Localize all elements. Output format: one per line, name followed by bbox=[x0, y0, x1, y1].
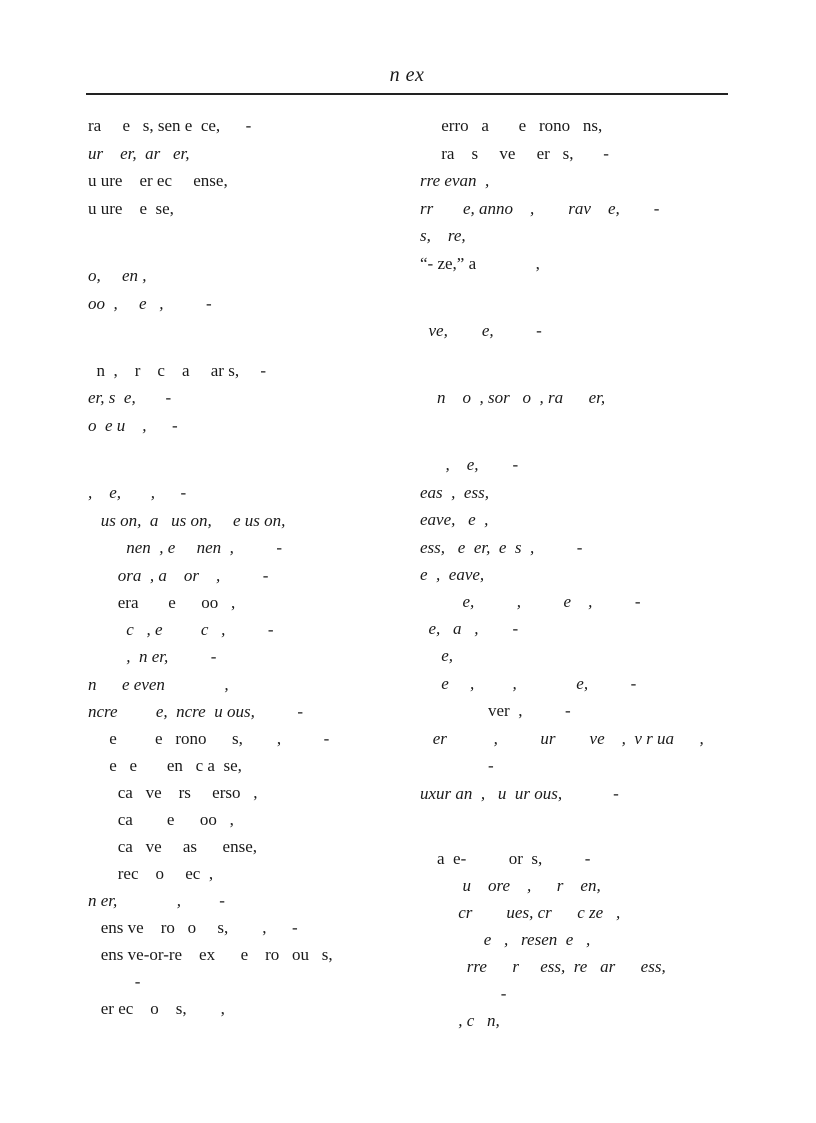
index-entry: ca ve rs erso , bbox=[88, 783, 258, 802]
index-entry: , e, - bbox=[420, 455, 519, 474]
index-entry: ra s ve er s, - bbox=[420, 144, 609, 163]
index-entry: era e oo , bbox=[88, 593, 236, 612]
index-entry: o, en , bbox=[88, 266, 147, 285]
page-header bbox=[86, 64, 728, 87]
index-entry: e e rono s, , - bbox=[88, 729, 330, 748]
index-entry: a e- or s, - bbox=[420, 849, 591, 868]
index-entry: n o , sor o , ra er, bbox=[420, 388, 606, 407]
index-entry: e , resen e , bbox=[420, 930, 591, 949]
index-entry: - bbox=[420, 984, 507, 1003]
index-entry: rr e, anno , rav e, - bbox=[420, 199, 660, 218]
index-entry: er ec o s, , bbox=[88, 999, 225, 1018]
index-entry: ens ve-or-re ex e ro ou s, bbox=[88, 945, 333, 964]
index-entry: ca ve as ense, bbox=[88, 837, 258, 856]
index-entry: e , , e, - bbox=[420, 674, 637, 693]
index-entry: rec o ec , bbox=[88, 864, 214, 883]
index-entry: ve, e, - bbox=[420, 321, 542, 340]
index-entry: e, bbox=[420, 646, 454, 665]
index-entry: ca e oo , bbox=[88, 810, 234, 829]
index-entry: - bbox=[420, 756, 494, 775]
index-entry: erro a e rono ns, bbox=[420, 116, 603, 135]
index-entry: ess, e er, e s , - bbox=[420, 538, 583, 557]
index-entry: er , ur ve , v r ua , bbox=[420, 729, 704, 748]
index-entry: nen , e nen , - bbox=[88, 538, 283, 557]
index-entry: u ore , r en, bbox=[420, 876, 601, 895]
index-entry: - bbox=[88, 972, 141, 991]
index-entry: cr ues, cr c ze , bbox=[420, 903, 621, 922]
index-entry: ens ve ro o s, , - bbox=[88, 918, 298, 937]
index-entry: rre r ess, re ar ess, bbox=[420, 957, 666, 976]
index-entry: c , e c , - bbox=[88, 620, 274, 639]
index-entry: oo , e , - bbox=[88, 294, 212, 313]
index-entry: uxur an , u ur ous, - bbox=[420, 784, 619, 803]
index-entry: u ure er ec ense, bbox=[88, 171, 228, 190]
index-entry: , c n, bbox=[420, 1011, 500, 1030]
index-entry: , n er, - bbox=[88, 647, 217, 666]
index-entry: e , eave, bbox=[420, 565, 485, 584]
index-entry: rre evan , bbox=[420, 171, 490, 190]
index-entry: ncre e, ncre u ous, - bbox=[88, 702, 303, 721]
index-entry: ver , - bbox=[420, 701, 571, 720]
index-entry: ora , a or , - bbox=[88, 566, 269, 585]
index-entry: , e, , - bbox=[88, 483, 187, 502]
page-title: n ex bbox=[389, 64, 425, 86]
index-entry: us on, a us on, e us on, bbox=[88, 511, 286, 530]
index-entry: n er, , - bbox=[88, 891, 225, 910]
index-entry: ur er, ar er, bbox=[88, 144, 190, 163]
header-rule bbox=[86, 93, 728, 95]
index-entry: e e en c a se, bbox=[88, 756, 242, 775]
index-entry: er, s e, - bbox=[88, 388, 172, 407]
index-entry: ra e s, sen e ce, - bbox=[88, 116, 252, 135]
index-entry: e, a , - bbox=[420, 619, 519, 638]
index-entry: o e u , - bbox=[88, 416, 178, 435]
index-entry: eas , ess, bbox=[420, 483, 489, 502]
index-entry: eave, e , bbox=[420, 510, 489, 529]
index-entry: e, , e , - bbox=[420, 592, 641, 611]
index-entry: u ure e se, bbox=[88, 199, 174, 218]
index-entry: n , r c a ar s, - bbox=[88, 361, 266, 380]
index-entry: s, re, bbox=[420, 226, 466, 245]
index-entry: “- ze,” a , bbox=[420, 254, 540, 273]
index-entry: n e even , bbox=[88, 675, 229, 694]
